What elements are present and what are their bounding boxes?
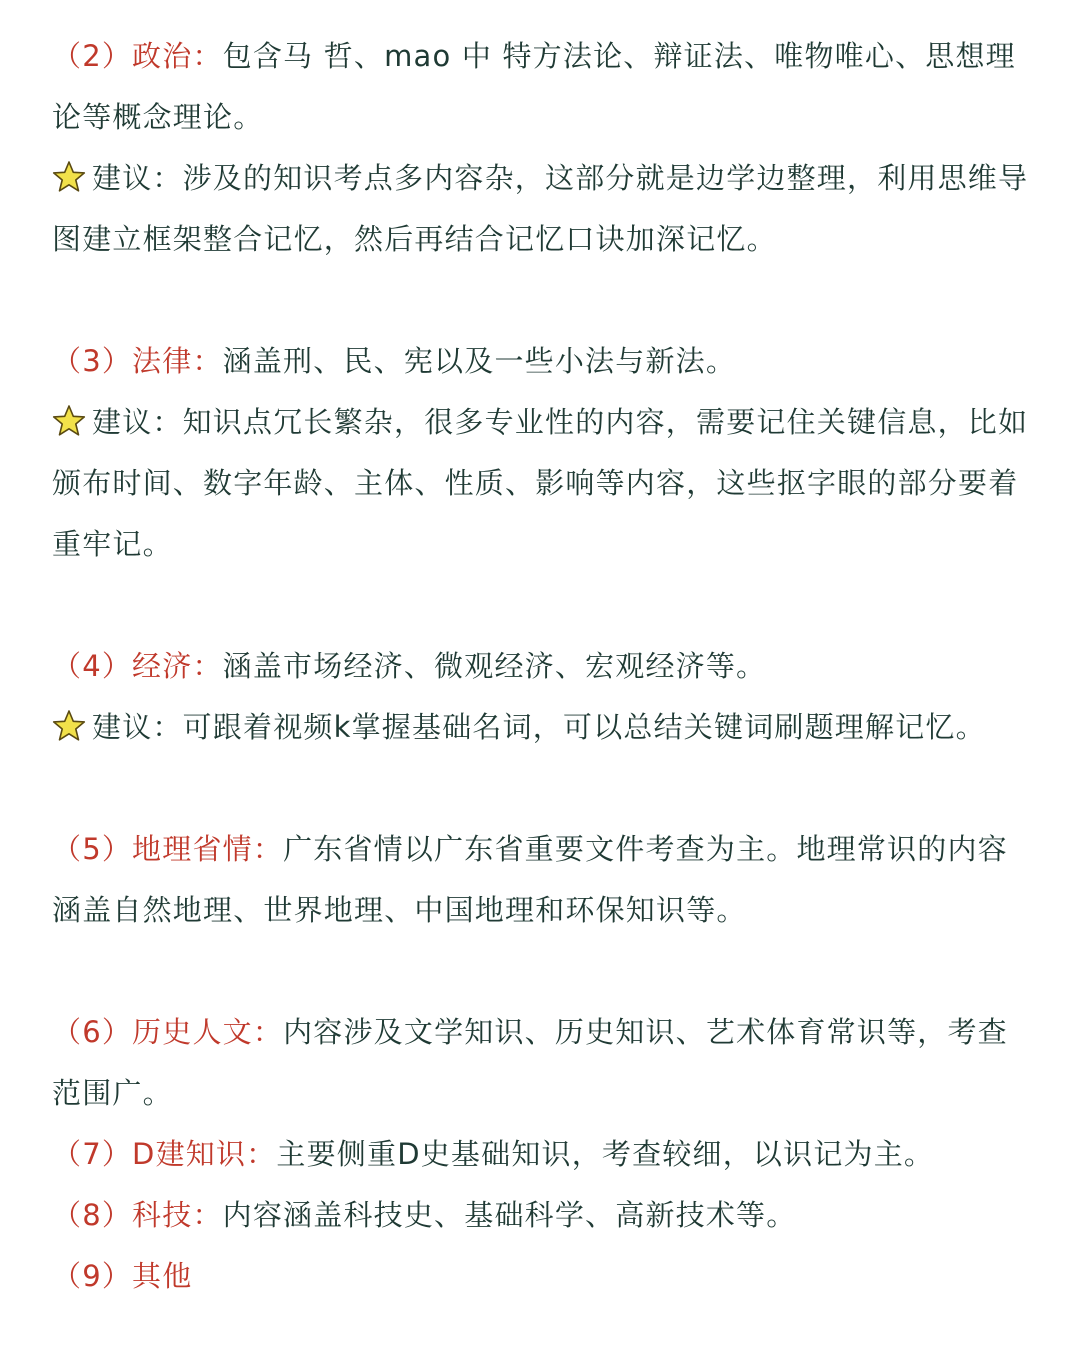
section-economics [52,636,1030,697]
spacer [52,758,1030,819]
tip-text: 可跟着视频k掌握基础名词，可以总结关键词刷题理解记忆。 [182,710,986,744]
section-law [52,331,1030,392]
star-icon [52,160,86,194]
tip-politics [52,148,1030,270]
tip-text: 涉及的知识考点多内容杂，这部分就是边学边整理，利用思维导图建立框架整合记忆，然后再结合记忆口诀加深记忆。 [52,161,1029,256]
section-label: （2）政治： [52,39,223,73]
section-text: 涵盖刑、民、宪以及一些小法与新法。 [222,344,737,378]
section-other [52,1246,1030,1307]
section-text: 包含马 哲、mao 中 特方法论、辩证法、唯物唯心、思想理论等概念理论。 [52,39,1016,134]
section-geography [52,819,1030,941]
section-text: 广东省情以广东省重要文件考查为主。地理常识的内容涵盖自然地理、世界地理、中国地理和环保知识等。 [52,832,1008,927]
tip-label: 建议： [92,710,183,744]
tip-label: 建议： [92,405,183,439]
section-text: 主要侧重D史基础知识，考查较细，以识记为主。 [276,1137,935,1171]
section-label: （3）法律： [52,344,223,378]
spacer [52,270,1030,331]
section-party-knowledge [52,1124,1030,1185]
section-politics [52,26,1030,148]
section-label: （9）其他 [52,1259,193,1293]
section-label: （7）D建知识： [52,1137,277,1171]
tip-law [52,392,1030,575]
section-text: 内容涉及文学知识、历史知识、艺术体育常识等，考查范围广。 [52,1015,1008,1110]
section-history [52,1002,1030,1124]
spacer [52,941,1030,1002]
section-label: （4）经济： [52,649,223,683]
section-label: （5）地理省情： [52,832,284,866]
section-technology [52,1185,1030,1246]
tip-text: 知识点冗长繁杂，很多专业性的内容，需要记住关键信息，比如颁布时间、数字年龄、主体、性质、影响等内容，这些抠字眼的部分要着重牢记。 [52,405,1029,561]
section-label: （6）历史人文： [52,1015,284,1049]
section-label: （8）科技： [52,1198,223,1232]
section-text: 内容涵盖科技史、基础科学、高新技术等。 [222,1198,797,1232]
spacer [52,575,1030,636]
star-icon [52,404,86,438]
tip-economics [52,697,1030,758]
star-icon [52,709,86,743]
section-text: 涵盖市场经济、微观经济、宏观经济等。 [222,649,767,683]
tip-label: 建议： [92,161,183,195]
